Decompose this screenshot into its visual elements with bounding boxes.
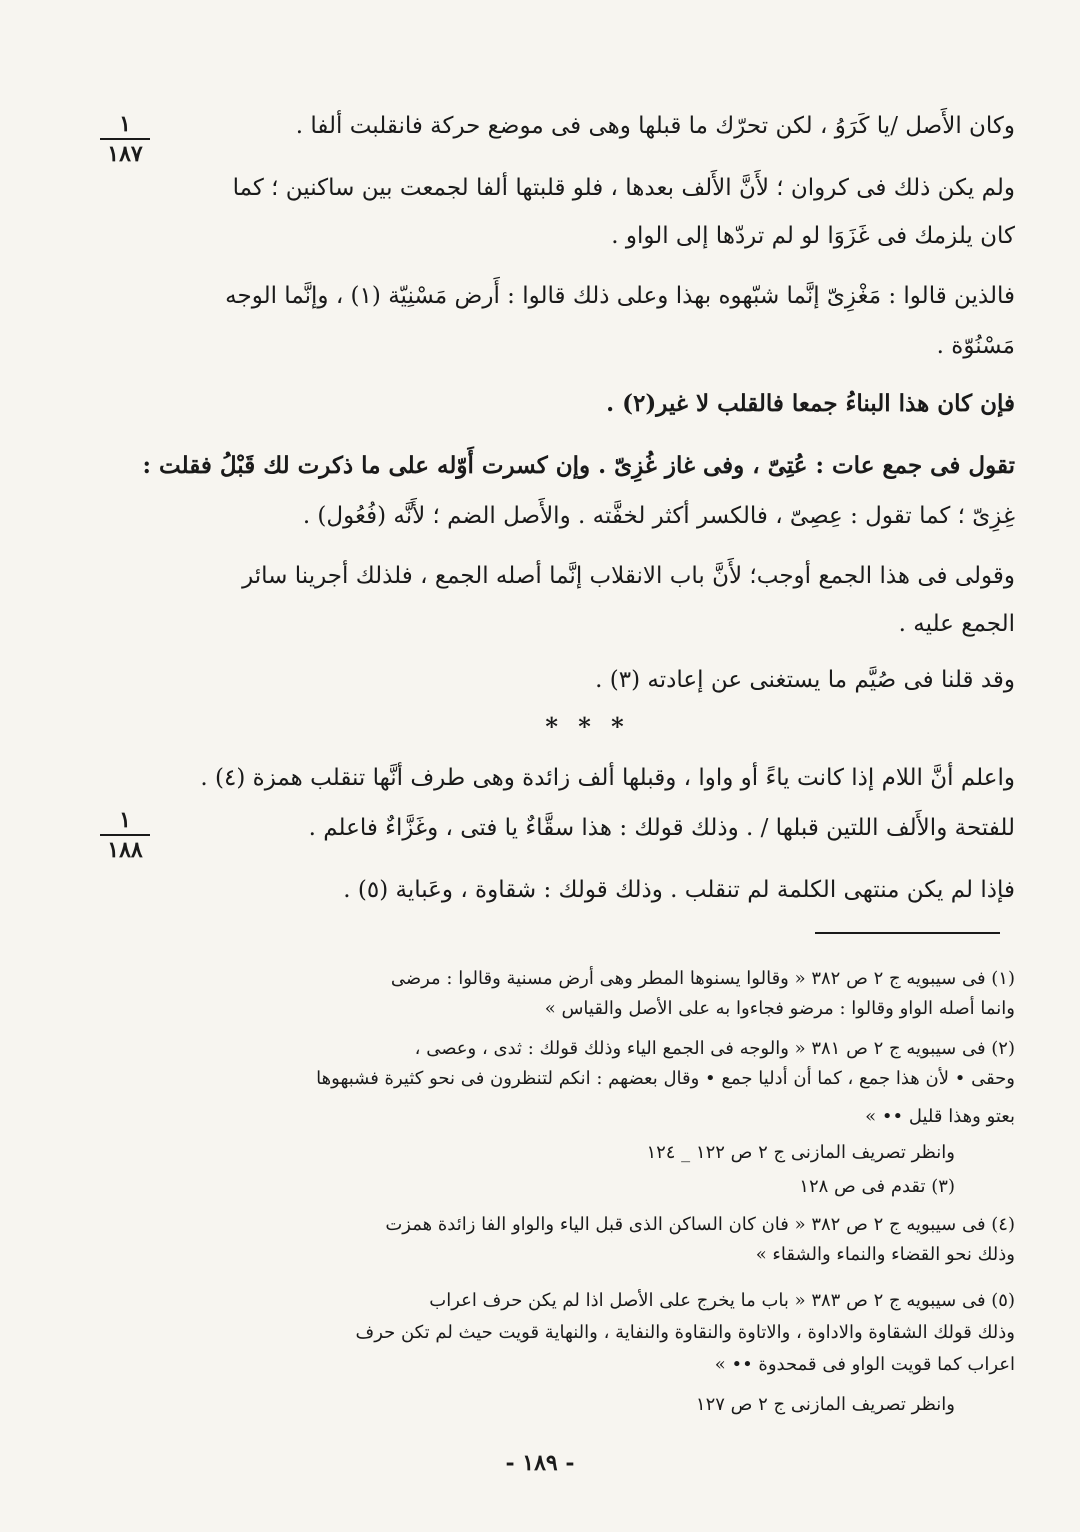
footnote-line: وذلك قولك الشقاوة والاداوة ، والاتاوة والنقاوة والنفاية ، والنهاية قويت حيث لم تكن حرف [355, 1322, 1015, 1343]
margin-ref-bottom: ١٨٧ [107, 141, 143, 167]
body-line: للفتحة والأَلف اللتين قبلها / . وذلك قولك : هذا سقَّاءٌ يا فتى ، وغَزَّاءٌ فاعلم . [308, 815, 1015, 841]
body-line: فإن كان هذا البناءُ جمعا فالقلب لا غير(٢) . [606, 390, 1015, 417]
page-number: - ١٨٩ - [505, 1450, 575, 1476]
footnote-line: (٢) فى سيبويه ج ٢ ص ٣٨١ « والوجه فى الجمع الياء وذلك قولك : ثدى ، وعصى ، [414, 1038, 1015, 1059]
margin-ref-bar [100, 138, 150, 140]
margin-ref-top: ١ [119, 111, 131, 137]
footnote-line: وانما أصله الواو وقالوا : مرضو فجاءوا به على الأصل والقياس » [544, 998, 1015, 1019]
footnote-line: وانظر تصريف المازنى ج ٢ ص ١٢٧ [695, 1394, 955, 1415]
body-line: وكان الأَصل /يا كَرَوُ ، لكن تحرّك ما قبلها وهى فى موضع حركة فانقلبت ألفا . [295, 113, 1015, 139]
footnote-line: (٤) فى سيبويه ج ٢ ص ٣٨٢ « فان كان الساكن الذى قبل الياء والواو الفا زائدة همزت [385, 1214, 1015, 1235]
body-line: مَسْنُوّة . [936, 333, 1015, 359]
body-line: غِزِىّ ؛ كما تقول : عِصِىّ ، فالكسر أكثر لخفَّته . والأَصل الضم ؛ لأَنَّه (فُعُول) . [302, 503, 1015, 529]
body-line: فإذا لم يكن منتهى الكلمة لم تنقلب . وذلك قولك : شقاوة ، وعَباية (٥) . [343, 877, 1015, 903]
body-line: وقولى فى هذا الجمع أوجب؛ لأَنَّ باب الانقلاب إنَّما أصله الجمع ، فلذلك أجرينا سائر [242, 563, 1015, 589]
body-line: كان يلزمك فى غَزَوَا لو لم تردّها إلى الواو . [611, 223, 1015, 249]
footnote-line: اعراب كما قويت الواو فى قمحدوة •• » [714, 1354, 1015, 1375]
footnote-line: وحقى • لأن هذا جمع ، كما أن أدليا جمع • وقال بعضهم : انكم لتنظرون فى نحو كثيرة فشبهوها [316, 1068, 1015, 1089]
footnote-line: (٥) فى سيبويه ج ٢ ص ٣٨٣ « باب ما يخرج على الأصل اذا لم يكن حرف اعراب [429, 1290, 1015, 1311]
footnote-line: وانظر تصريف المازنى ج ٢ ص ١٢٢ _ ١٢٤ [646, 1142, 955, 1163]
margin-ref-188 [100, 808, 150, 862]
body-line: وقد قلنا فى صُيَّم ما يستغنى عن إعادته (٣) . [595, 667, 1015, 693]
footnote-line: بعتو وهذا قليل •• » [865, 1106, 1015, 1127]
body-line: ولم يكن ذلك فى كروان ؛ لأَنَّ الأَلف بعدها ، فلو قلبتها ألفا لجمعت بين ساكنين ؛ كما [232, 175, 1015, 201]
margin-ref-bar [100, 834, 150, 836]
body-line: فالذين قالوا : مَغْزِىّ إنَّما شبّهوه بهذا وعلى ذلك قالوا : أَرض مَسْنِيّة (١) ، وإنَّما الوجه [225, 283, 1015, 309]
body-line: واعلم أنَّ اللام إذا كانت ياءً أو واوا ، وقبلها ألف زائدة وهى طرف أنَّها تنقلب همزة (٤) . [200, 765, 1015, 791]
margin-ref-bottom: ١٨٨ [107, 837, 143, 863]
footnote-line: (١) فى سيبويه ج ٢ ص ٣٨٢ « وقالوا يسنوها المطر وهى أرض مسنية وقالوا : مرضى [390, 968, 1015, 989]
footnote-line: (٣) تقدم فى ص ١٢٨ [799, 1176, 955, 1197]
footnotes [142, 0, 1015, 1440]
margin-ref-top: ١ [119, 807, 131, 833]
footnote-line: وذلك نحو القضاء والنماء والشقاء » [755, 1244, 1015, 1265]
margin-ref-187 [100, 112, 150, 166]
body-line: الجمع عليه . [898, 611, 1015, 637]
section-separator: * * * [545, 712, 630, 741]
body-line: تقول فى جمع عات : عُتِىّ ، وفى غاز غُزِىّ . وإن كسرت أَوّله على ما ذكرت لك قَبْلُ فقلت : [142, 452, 1015, 479]
